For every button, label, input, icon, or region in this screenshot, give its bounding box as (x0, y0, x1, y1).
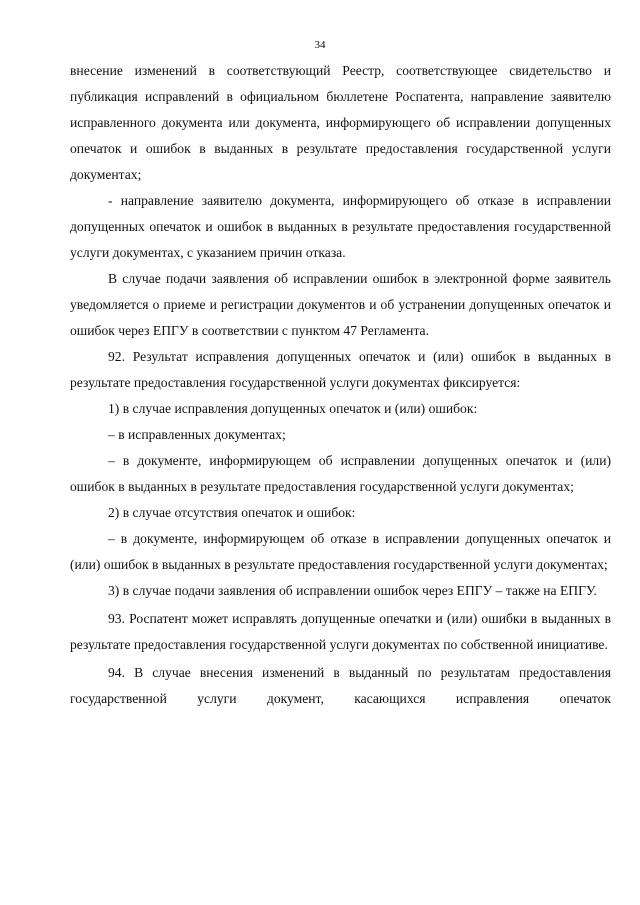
paragraph-electronic-form: В случае подачи заявления об исправлении ошибок в электронной форме заявитель уведомляется о приеме и регистрации документов и об устранении допущенных опечаток и ошибок через ЕПГУ в соответствии с пунктом 47 Регламента. (70, 271, 611, 338)
paragraph-93: 93. Роспатент может исправлять допущенные опечатки и (или) ошибки в выданных в результате предоставления государственной услуги документах по собственной инициативе. (70, 611, 611, 652)
paragraph-refusal-notice: - направление заявителю документа, информирующего об отказе в исправлении допущенных опечаток и ошибок в выданных в результате предоставления государственной услуги документах, с указанием причин отказа. (70, 193, 611, 260)
paragraph-92: 92. Результат исправления допущенных опечаток и (или) ошибок в выданных в результате предоставления государственной услуги документах фиксируется: (70, 349, 611, 390)
list-item-1-a: – в исправленных документах; (108, 427, 286, 442)
paragraph-94: 94. В случае внесения изменений в выданный по результатам предоставления государственной услуги документ, касающихся исправления опечаток (70, 665, 611, 706)
list-item-2: 2) в случае отсутствия опечаток и ошибок: (108, 505, 356, 520)
paragraph-continuation-registry: внесение изменений в соответствующий Реестр, соответствующее свидетельство и публикация исправлений в официальном бюллетене Роспатента, направление заявителю исправленного документа или документа, информирующего об исправлении допущенных опечаток и ошибок в выданных в результате предоставления государственной услуги документах; (70, 63, 611, 182)
document-body (70, 58, 611, 712)
list-item-3: 3) в случае подачи заявления об исправлении ошибок через ЕПГУ – также на ЕПГУ. (108, 583, 597, 598)
list-item-1-b: – в документе, информирующем об исправлении допущенных опечаток и (или) ошибок в выданных в результате предоставления государственной услуги документах; (70, 453, 611, 494)
list-item-1: 1) в случае исправления допущенных опечаток и (или) ошибок: (108, 401, 478, 416)
page-number: 34 (314, 39, 326, 51)
list-item-2-a: – в документе, информирующем об отказе в исправлении допущенных опечаток и (или) ошибок в выданных в результате предоставления государственной услуги документах; (70, 531, 611, 572)
